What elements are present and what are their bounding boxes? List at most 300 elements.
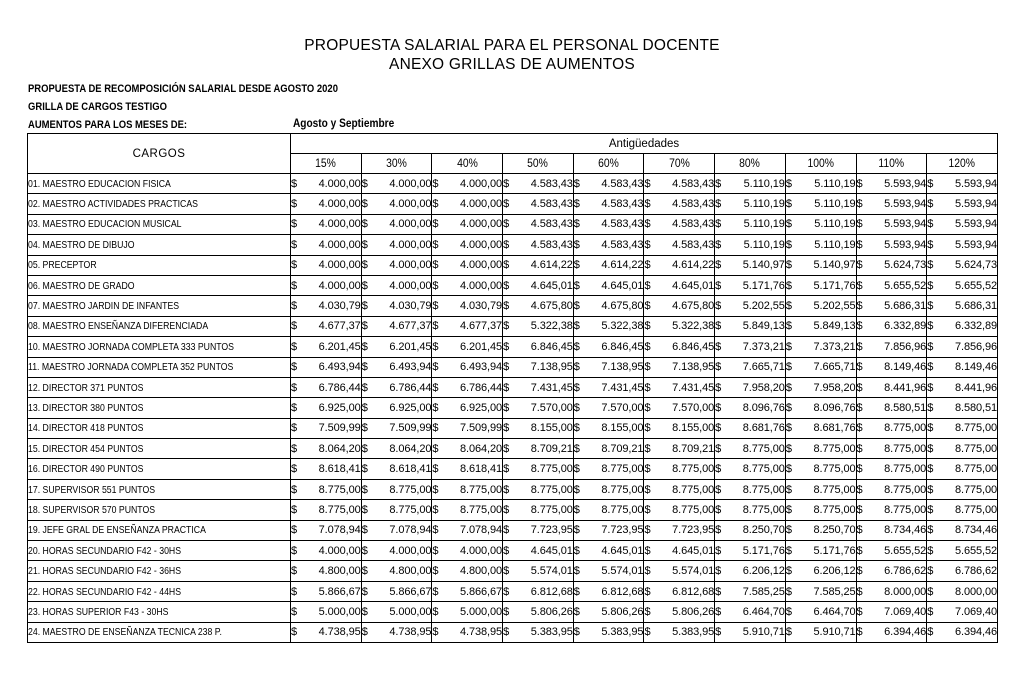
salary-amount: 4.000,00 [460,259,503,272]
currency-symbol: $ [715,585,722,598]
salary-amount: 5.574,01 [601,565,644,578]
currency-symbol: $ [291,259,298,272]
salary-amount: 4.675,80 [672,300,715,313]
salary-cell [785,235,856,255]
salary-amount: 7.431,45 [601,381,644,394]
column-header-pct-label: 70% [668,157,690,170]
salary-amount: 8.775,00 [954,463,997,476]
currency-symbol: $ [573,524,580,537]
salary-amount: 6.786,44 [460,381,503,394]
currency-symbol: $ [503,483,510,496]
currency-symbol: $ [785,565,792,578]
salary-amount: 8.775,00 [530,483,573,496]
currency-symbol: $ [432,463,439,476]
currency-symbol: $ [785,503,792,516]
salary-amount: 8.250,70 [813,524,856,537]
table-row [28,520,998,540]
salary-cell [503,235,574,255]
cargo-label: 18. SUPERVISOR 570 PUNTOS [28,503,156,516]
currency-symbol: $ [361,442,368,455]
salary-cell [573,398,644,418]
salary-amount: 6.846,45 [601,340,644,353]
salary-amount: 4.000,00 [389,544,432,557]
cargo-label-cell [28,561,291,581]
salary-amount: 5.866,67 [460,585,503,598]
currency-symbol: $ [715,544,722,557]
cargo-label: 17. SUPERVISOR 551 PUNTOS [28,483,156,496]
salary-cell [927,541,998,561]
salary-amount: 4.583,43 [672,198,715,211]
currency-symbol: $ [361,300,368,313]
currency-symbol: $ [291,503,298,516]
salary-amount: 5.593,94 [954,238,997,251]
currency-symbol: $ [856,544,863,557]
salary-cell [573,561,644,581]
salary-amount: 7.958,20 [813,381,856,394]
currency-symbol: $ [715,300,722,313]
salary-amount: 8.775,00 [601,503,644,516]
salary-cell [644,398,715,418]
salary-amount: 8.681,76 [742,422,785,435]
salary-amount: 4.583,43 [601,177,644,190]
cargo-label-cell [28,459,291,479]
currency-symbol: $ [503,198,510,211]
currency-symbol: $ [291,218,298,231]
salary-amount: 8.775,00 [672,503,715,516]
salary-amount: 8.775,00 [954,422,997,435]
salary-cell [785,541,856,561]
salary-amount: 5.322,38 [672,320,715,333]
salary-amount: 4.614,22 [601,259,644,272]
table-row [28,418,998,438]
salary-cell [503,255,574,275]
currency-symbol: $ [785,463,792,476]
salary-cell [361,194,432,214]
salary-amount: 4.000,00 [318,177,361,190]
currency-symbol: $ [856,279,863,292]
salary-amount: 6.394,46 [954,626,997,639]
currency-symbol: $ [291,279,298,292]
salary-cell [644,439,715,459]
salary-cell [644,255,715,275]
salary-cell [361,316,432,336]
salary-amount: 6.812,68 [672,585,715,598]
currency-symbol: $ [715,503,722,516]
salary-cell [927,255,998,275]
currency-symbol: $ [573,320,580,333]
currency-symbol: $ [291,442,298,455]
cargo-label-cell [28,377,291,397]
currency-symbol: $ [927,198,934,211]
salary-cell [856,439,927,459]
currency-symbol: $ [644,442,651,455]
currency-symbol: $ [503,585,510,598]
cargo-label-cell [28,418,291,438]
salary-cell [291,479,362,499]
salary-cell [644,561,715,581]
salary-cell [856,418,927,438]
salary-cell [432,296,503,316]
salary-amount: 4.000,00 [460,279,503,292]
salary-cell [856,500,927,520]
salary-amount: 5.686,31 [884,300,927,313]
currency-symbol: $ [291,401,298,414]
cargo-label: 13. DIRECTOR 380 PUNTOS [28,401,144,414]
salary-cell [644,377,715,397]
table-row [28,316,998,336]
salary-cell [503,622,574,642]
salary-amount: 5.806,26 [530,605,573,618]
salary-cell [927,439,998,459]
salary-cell [432,214,503,234]
salary-amount: 8.618,41 [460,463,503,476]
currency-symbol: $ [927,626,934,639]
salary-amount: 5.624,73 [884,259,927,272]
salary-cell [361,622,432,642]
salary-amount: 5.574,01 [672,565,715,578]
salary-cell [785,602,856,622]
salary-amount: 5.593,94 [884,218,927,231]
salary-amount: 4.030,79 [460,300,503,313]
salary-cell [715,500,786,520]
salary-cell [856,602,927,622]
salary-cell [715,561,786,581]
salary-amount: 6.464,70 [813,605,856,618]
salary-cell [715,541,786,561]
salary-cell [291,214,362,234]
salary-cell [785,418,856,438]
salary-amount: 8.064,20 [389,442,432,455]
currency-symbol: $ [644,218,651,231]
cargo-label-cell [28,255,291,275]
cargo-label: 15. DIRECTOR 454 PUNTOS [28,442,144,455]
salary-amount: 7.958,20 [742,381,785,394]
salary-cell [856,398,927,418]
cargo-label-cell [28,316,291,336]
currency-symbol: $ [361,340,368,353]
currency-symbol: $ [573,585,580,598]
column-header-pct [927,154,998,174]
salary-cell [715,622,786,642]
currency-symbol: $ [361,585,368,598]
salary-amount: 5.000,00 [318,605,361,618]
salary-amount: 7.509,99 [460,422,503,435]
currency-symbol: $ [361,279,368,292]
currency-symbol: $ [856,422,863,435]
salary-cell [644,500,715,520]
salary-cell [573,439,644,459]
salary-amount: 4.614,22 [672,259,715,272]
preamble-label: AUMENTOS PARA LOS MESES DE: [28,119,188,131]
currency-symbol: $ [644,320,651,333]
salary-amount: 6.332,89 [884,320,927,333]
currency-symbol: $ [856,218,863,231]
currency-symbol: $ [927,300,934,313]
currency-symbol: $ [927,401,934,414]
cargo-label: 11. MAESTRO JORNADA COMPLETA 352 PUNTOS [28,361,234,374]
salary-cell [856,520,927,540]
currency-symbol: $ [291,177,298,190]
salary-cell [644,520,715,540]
salary-amount: 6.812,68 [530,585,573,598]
table-row [28,194,998,214]
salary-cell [573,357,644,377]
salary-cell [432,194,503,214]
salary-cell [715,316,786,336]
salary-cell [503,214,574,234]
currency-symbol: $ [644,544,651,557]
salary-amount: 8.775,00 [672,463,715,476]
salary-cell [503,174,574,194]
currency-symbol: $ [503,381,510,394]
cargo-label: 02. MAESTRO ACTIVIDADES PRACTICAS [28,198,198,211]
salary-cell [785,296,856,316]
salary-amount: 4.030,79 [318,300,361,313]
salary-cell [644,235,715,255]
salary-cell [573,194,644,214]
salary-cell [856,275,927,295]
table-row [28,275,998,295]
salary-amount: 5.686,31 [954,300,997,313]
salary-cell [856,622,927,642]
salary-amount: 5.383,95 [530,626,573,639]
salary-amount: 5.171,76 [813,544,856,557]
salary-cell [361,520,432,540]
salary-cell [361,275,432,295]
currency-symbol: $ [715,605,722,618]
salary-cell [644,357,715,377]
salary-cell [644,622,715,642]
currency-symbol: $ [856,198,863,211]
salary-amount: 7.509,99 [318,422,361,435]
currency-symbol: $ [856,524,863,537]
salary-cell [785,194,856,214]
salary-cell [503,194,574,214]
salary-cell [361,541,432,561]
salary-amount: 8.250,70 [742,524,785,537]
currency-symbol: $ [644,605,651,618]
table-row [28,398,998,418]
currency-symbol: $ [785,177,792,190]
salary-cell [291,500,362,520]
salary-cell [715,337,786,357]
salary-cell [503,520,574,540]
currency-symbol: $ [573,565,580,578]
salary-amount: 5.383,95 [601,626,644,639]
column-header-pct [785,154,856,174]
salary-cell [644,581,715,601]
column-header-pct-label: 120% [948,157,976,170]
column-header-pct-label: 40% [456,157,478,170]
salary-cell [927,500,998,520]
currency-symbol: $ [785,279,792,292]
salary-amount: 6.493,94 [460,361,503,374]
currency-symbol: $ [715,401,722,414]
currency-symbol: $ [361,381,368,394]
salary-amount: 5.593,94 [884,198,927,211]
salary-cell [432,602,503,622]
salary-cell [573,235,644,255]
salary-amount: 4.738,95 [460,626,503,639]
currency-symbol: $ [856,238,863,251]
salary-amount: 5.624,73 [954,259,997,272]
column-header-pct [291,154,362,174]
cargo-label-cell [28,581,291,601]
salary-amount: 5.110,19 [814,218,856,231]
salary-cell [715,235,786,255]
salary-amount: 4.000,00 [389,177,432,190]
salary-cell [927,520,998,540]
salary-amount: 7.570,00 [601,401,644,414]
currency-symbol: $ [361,565,368,578]
salary-cell [573,377,644,397]
salary-cell [785,581,856,601]
currency-symbol: $ [644,381,651,394]
currency-symbol: $ [715,259,722,272]
currency-symbol: $ [927,585,934,598]
salary-cell [644,418,715,438]
cargo-label: 16. DIRECTOR 490 PUNTOS [28,463,144,476]
salary-amount: 8.775,00 [884,463,927,476]
salary-cell [715,174,786,194]
currency-symbol: $ [432,626,439,639]
salary-amount: 8.096,76 [813,401,856,414]
salary-amount: 5.866,67 [318,585,361,598]
salary-cell [291,255,362,275]
salary-cell [856,255,927,275]
salary-amount: 4.800,00 [389,565,432,578]
salary-cell [715,479,786,499]
salary-cell [503,316,574,336]
salary-cell [573,255,644,275]
currency-symbol: $ [361,463,368,476]
currency-symbol: $ [432,565,439,578]
salary-cell [361,296,432,316]
salary-amount: 4.000,00 [460,198,503,211]
salary-amount: 5.866,67 [389,585,432,598]
salary-amount: 8.709,21 [601,442,644,455]
currency-symbol: $ [785,442,792,455]
salary-cell [503,357,574,377]
salary-cell [927,275,998,295]
currency-symbol: $ [644,300,651,313]
currency-symbol: $ [361,503,368,516]
salary-cell [785,357,856,377]
currency-symbol: $ [291,340,298,353]
salary-cell [291,541,362,561]
currency-symbol: $ [573,544,580,557]
cargo-label: 12. DIRECTOR 371 PUNTOS [28,381,144,394]
cargo-label: 04. MAESTRO DE DIBUJO [28,238,135,251]
salary-cell [503,275,574,295]
table-row [28,235,998,255]
salary-cell [291,275,362,295]
salary-amount: 8.618,41 [389,463,432,476]
currency-symbol: $ [644,483,651,496]
salary-cell [927,214,998,234]
currency-symbol: $ [644,361,651,374]
cargo-label-cell [28,214,291,234]
currency-symbol: $ [715,483,722,496]
salary-amount: 5.110,19 [814,238,856,251]
table-row [28,479,998,499]
cargo-label: 24. MAESTRO DE ENSEÑANZA TECNICA 238 P. [28,626,222,639]
currency-symbol: $ [573,300,580,313]
currency-symbol: $ [927,605,934,618]
salary-amount: 6.201,45 [460,340,503,353]
currency-symbol: $ [432,381,439,394]
currency-symbol: $ [856,340,863,353]
salary-amount: 6.786,62 [884,565,927,578]
currency-symbol: $ [573,626,580,639]
salary-amount: 6.206,12 [813,565,856,578]
table-row [28,255,998,275]
salary-cell [644,174,715,194]
salary-cell [503,337,574,357]
salary-cell [291,357,362,377]
currency-symbol: $ [715,238,722,251]
salary-cell [361,439,432,459]
salary-amount: 8.155,00 [672,422,715,435]
salary-cell [644,194,715,214]
table-head [28,134,998,174]
salary-amount: 7.570,00 [672,401,715,414]
salary-amount: 5.110,19 [743,177,785,190]
cargo-label-cell [28,174,291,194]
currency-symbol: $ [785,361,792,374]
currency-symbol: $ [432,401,439,414]
salary-cell [927,418,998,438]
salary-amount: 8.441,96 [884,381,927,394]
salary-cell [361,581,432,601]
salary-amount: 7.723,95 [601,524,644,537]
table-row [28,174,998,194]
salary-amount: 5.655,52 [954,279,997,292]
salary-cell [715,194,786,214]
cargo-label-cell [28,439,291,459]
salary-amount: 4.000,00 [389,279,432,292]
salary-amount: 8.775,00 [742,483,785,496]
salary-cell [856,581,927,601]
preamble-block [28,79,998,133]
currency-symbol: $ [785,381,792,394]
currency-symbol: $ [573,177,580,190]
salary-cell [715,581,786,601]
cargo-label: 08. MAESTRO ENSEÑANZA DIFERENCIADA [28,320,209,333]
salary-cell [856,235,927,255]
salary-amount: 8.580,51 [884,401,927,414]
salary-cell [927,602,998,622]
salary-cell [361,479,432,499]
currency-symbol: $ [503,401,510,414]
salary-amount: 4.675,80 [530,300,573,313]
salary-cell [503,377,574,397]
salary-cell [715,439,786,459]
salary-cell [503,581,574,601]
salary-cell [715,398,786,418]
currency-symbol: $ [715,218,722,231]
currency-symbol: $ [573,361,580,374]
salary-amount: 5.110,19 [814,198,856,211]
salary-amount: 8.775,00 [884,442,927,455]
salary-cell [291,602,362,622]
salary-amount: 7.431,45 [672,381,715,394]
salary-amount: 6.812,68 [601,585,644,598]
salary-amount: 8.681,76 [813,422,856,435]
salary-amount: 7.723,95 [672,524,715,537]
salary-amount: 8.775,00 [884,483,927,496]
currency-symbol: $ [573,381,580,394]
